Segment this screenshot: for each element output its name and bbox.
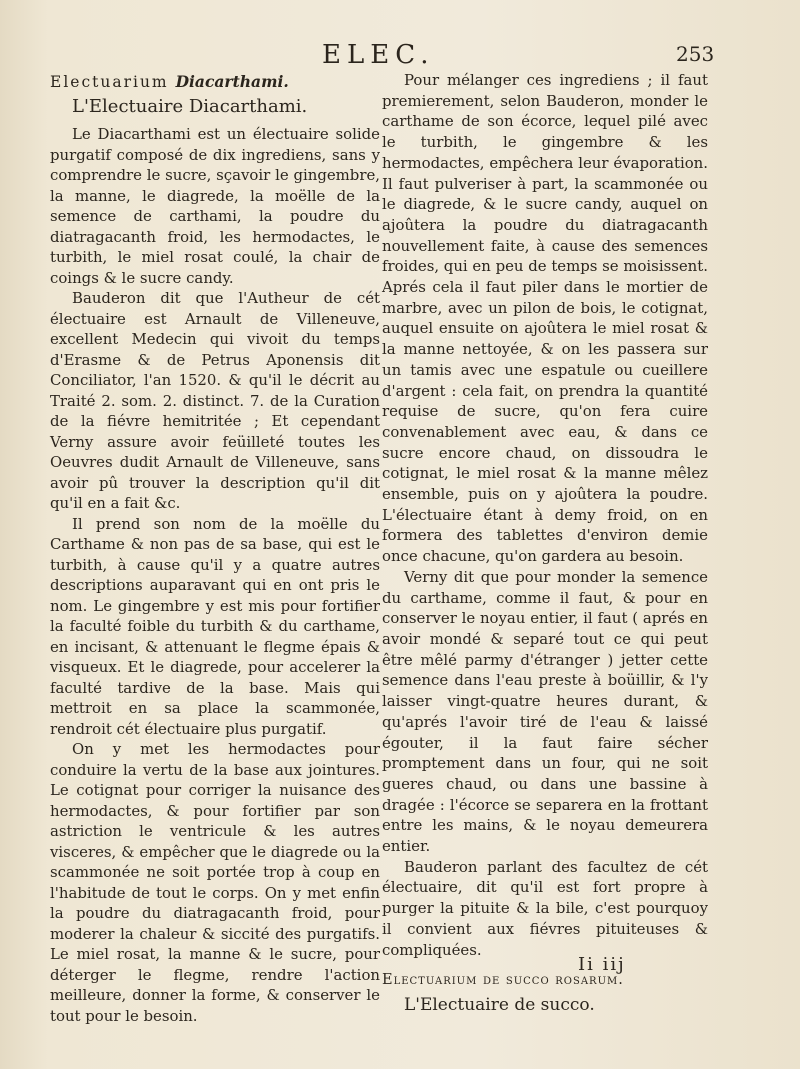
section-heading [50,70,380,94]
section-heading-succo: Electuarium de succo rosarum. [382,972,624,989]
paragraph: Il prend son nom de la moëlle du Carthame & non pas de sa base, qui est le turbith, à cause qu'il y a quatre autres descriptions auparavant qui en ont pris le nom. Le gingembre y est mis pour fortifier la faculté foible du turbith & du carthame, en incisant, & attenuant le flegme épais & visqueux. Et le diagrede, pour accelerer la faculté tardive de la base. Mais qui mettroit en sa place la scammonée, rendroit cét électuaire plus purgatif. [50,514,380,738]
subheading-succo: L'Electuaire de succo. [404,995,595,1016]
section-heading-italic: Diacarthami. [175,72,289,91]
right-column [382,70,708,1018]
subheading: L'Electuaire Diacarthami. [72,96,308,117]
left-column [50,70,380,1026]
paragraph: Le Diacarthami est un électuaire solide purgatif composé de dix ingrediens, sans y comprendre le sucre, sçavoir le gingembre, la manne, le diagrede, la moëlle de la semence de carthami, la poudre du diatragacanth froid, les hermodactes, le turbith, le miel rosat coulé, la chair de coings & le sucre candy. [50,125,380,287]
section-heading-label: Electuarium [50,73,169,91]
paragraph: Verny dit que pour monder la semence du carthame, comme il faut, & pour en conserver le noyau entier, il faut ( aprés en avoir mondé & separé tout ce qui peut être mêlé parmy d'étranger ) jetter cette semence dans l'eau preste à boüillir, & l'y laisser vingt-quatre heures durant, & qu'aprés l'avoir tiré de l'eau & laissé égouter, il la faut faire sécher promptement dans un four, qui ne soit gueres chaud, ou dans une bassine à dragée : l'écorce se separera en la frottant entre les mains, & le noyau demeurera entier. [382,567,708,856]
running-head: ELEC. [322,40,435,70]
paragraph: On y met les hermodactes pour conduire la vertu de la base aux jointures. Le cotignat pour corriger la nuisance des hermodactes, & pour fortifier par son astriction le ventricule & les autres visceres, & empêcher que le diagrede ou la scammonée ne soit portée trop à coup en l'habitude de tout le corps. On y met enfin la poudre du diatragacanth froid, pour moderer la chaleur & siccité des purgatifs. Le miel rosat, la manne & le sucre, pour déterger le flegme, rendre l'action meilleure, donner la forme, & conserver le tout pour le besoin. [50,740,380,1025]
paragraph: Pour mélanger ces ingrediens ; il faut premierement, selon Bauderon, monder le carthame de son écorce, lequel pilé avec le turbith, le gingembre & les hermodactes, empêchera leur évaporation. Il faut pulveriser à part, la scammonée ou le diagrede, & le sucre candy, auquel on ajoûtera la poudre du diatragacanth nouvellement faite, à cause des semences froides, qui en peu de temps se moisissent. Aprés cela il faut piler dans le mortier de marbre, avec un pilon de bois, le cotignat, auquel ensuite on ajoûtera le miel rosat & la manne nettoyée, & on les passera sur un tamis avec une espatule ou cueillere d'argent : cela fait, on prendra la quantité requise de sucre, qu'on fera cuire convenablement avec eau, & dans ce sucre encore chaud, on dissoudra le cotignat, le miel rosat & la manne mêlez ensemble, puis on y ajoûtera la poudre. L'électuaire étant à demy froid, on en formera des tablettes d'environ demie once chacune, qu'on gardera au besoin. [382,71,708,566]
page-number: 253 [676,42,715,66]
paragraph: Bauderon dit que l'Autheur de cét électuaire est Arnault de Villeneuve, excellent Medecin qui vivoit du temps d'Erasme & de Petrus Aponensis dit Conciliator, l'an 1520. & qu'il le décrit au Traité 2. som. 2. distinct. 7. de la Curation de la fiévre hemitritée ; Et cependant Verny assure avoir feüilleté toutes les Oeuvres dudit Arnault de Villeneuve, sans avoir pû trouver la description qu'il dit qu'il en a fait &c. [50,289,380,512]
signature-mark: Ii iij [578,954,626,975]
paragraph: Bauderon parlant des facultez de cét électuaire, dit qu'il est fort propre à purger la pituite & la bile, c'est pourquoy il convient aux fiévres pituiteuses & compliquées. [382,857,708,959]
